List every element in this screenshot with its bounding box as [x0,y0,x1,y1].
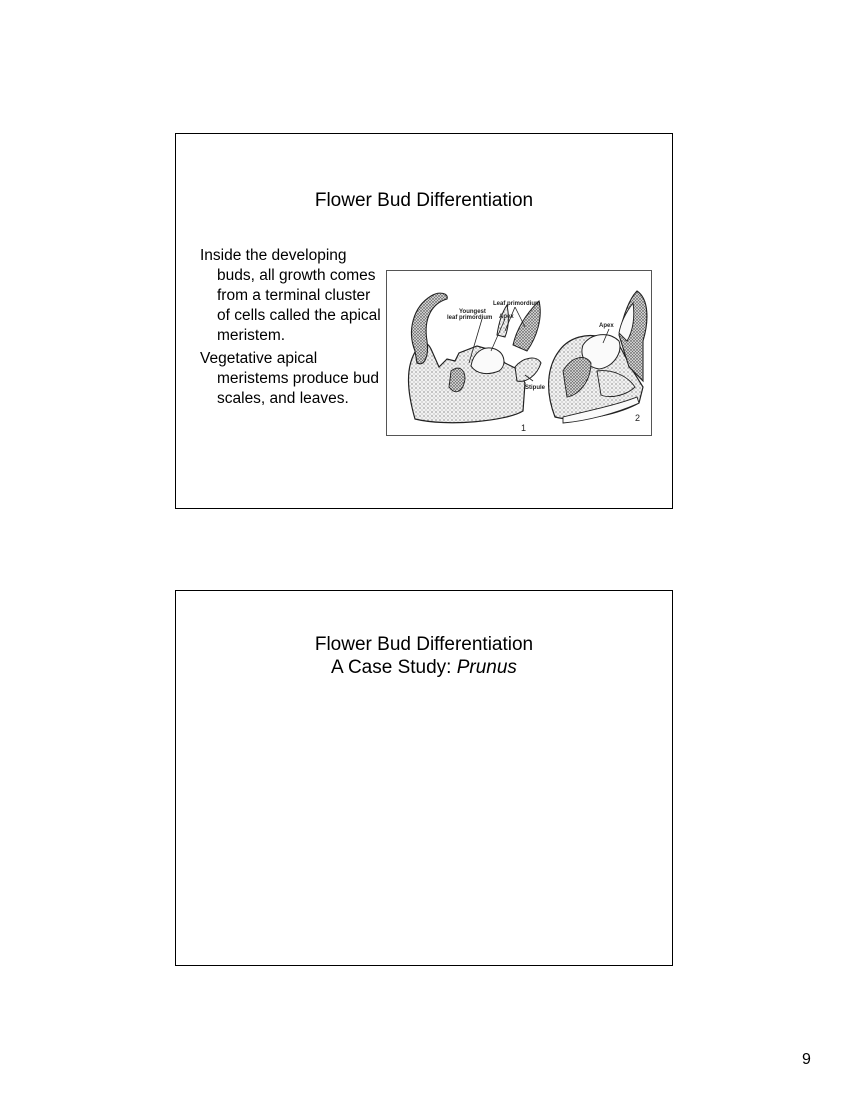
label-leaf-primordium: Leaf primordium [493,301,541,307]
slide-2-title-line2 [176,656,672,679]
slide-1-body [200,246,384,412]
slide-2-title-genus: Prunus [456,657,517,678]
bullet-2: Vegetative apical meristems produce bud scales, and leaves. [200,350,379,407]
slide-2-title [176,633,672,679]
label-apex-1: Apex [499,314,514,320]
label-fig-1: 1 [521,423,527,433]
slide-1-title: Flower Bud Differentiation [314,190,534,211]
label-stipule: Stipule [525,385,546,391]
label-fig-2: 2 [635,413,641,423]
page-number: 9 [802,1051,811,1068]
apical-meristem-illustration [386,270,652,436]
slide-2-title-prefix: A Case Study: [331,657,457,678]
slide-1 [175,133,673,509]
figure-2-drawing [549,291,647,423]
slide-2-title-line1: Flower Bud Differentiation [314,634,534,655]
slide-2 [175,590,673,966]
label-youngest: Youngest [459,309,486,315]
label-leaf-primordium-2: leaf primordium [447,315,493,321]
label-apex-2: Apex [599,323,614,329]
bullet-1: Inside the developing buds, all growth comes from a terminal cluster of cells called the apical meristem. [200,247,381,344]
meristem-drawing [387,271,651,435]
